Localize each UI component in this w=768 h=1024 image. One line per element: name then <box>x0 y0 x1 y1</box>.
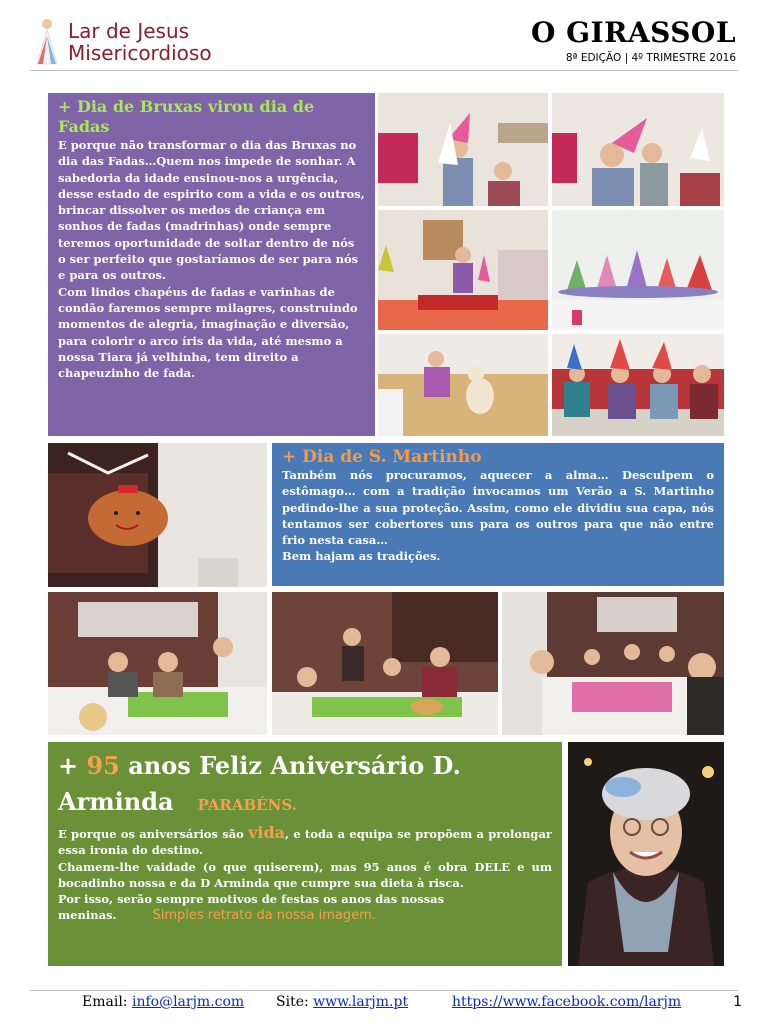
org-name <box>68 20 212 64</box>
photo-fairy-hats-3 <box>378 210 548 330</box>
header-divider <box>30 70 738 71</box>
aniversario-body-2: Chamem-lhe vaidade (o que quiserem), mas 95 anos é obra DELE e um bocadinho nossa e da D Arminda que cumpre sua dieta à risca. <box>58 859 552 890</box>
aniversario-body-1 <box>58 825 552 859</box>
photo-martinho-table-2 <box>272 592 498 735</box>
aniversario-title-plus: + <box>58 751 87 780</box>
footer <box>0 994 768 1014</box>
photo-d-arminda-portrait <box>568 742 724 966</box>
bruxas-body-2: Com lindos chapéus de fadas e varinhas de condão faremos sempre milagres, construindo momentos de alegria, imaginação e diversão, para colorir o arco íris da vida, até mesmo a nossa Tiara já velhinha, tem direito a chapeuzinho de fada. <box>58 284 358 381</box>
photo-residents-hats <box>552 334 724 436</box>
page-number: 1 <box>733 994 742 1010</box>
aniversario-title <box>58 748 552 823</box>
photo-hats-display <box>552 210 724 330</box>
martinho-title: + Dia de S. Martinho <box>282 447 482 467</box>
aniversario-article <box>48 742 562 966</box>
site-link[interactable]: www.larjm.pt <box>313 994 409 1010</box>
org-name-line1: Lar de Jesus <box>68 19 190 43</box>
footer-facebook <box>452 994 681 1010</box>
org-name-line2: Misericordioso <box>68 41 212 65</box>
bruxas-title: + Dia de Bruxas virou dia de Fadas <box>58 97 315 136</box>
photo-dog-party <box>378 334 548 436</box>
aniversario-title-text: anos Feliz Aniversário D. Arminda <box>58 751 461 816</box>
email-label: Email: <box>82 994 128 1010</box>
aniversario-body-1-pre: E porque os aniversários são <box>58 827 249 841</box>
martinho-article <box>272 443 724 586</box>
aniversario-body-3 <box>58 891 552 925</box>
bruxas-body-1: E porque não transformar o dia das Bruxas no dia das Fadas…Quem nos impede de sonhar. A sabedoria da idade ensinou-nos a urgência, desse estado de espirito com a vida e os outros, brincar dissolver os medos de criança em sonhos de fadas (madrinhas) onde sempre teremos oportunidade de soltar dentro de nós o ser perfeito que gostaríamos de ser para nós e para os outros. <box>58 138 365 283</box>
edition-label: 8ª EDIÇÃO | 4º TRIMESTRE 2016 <box>565 52 736 64</box>
aniversario-caption: Simples retrato da nossa imagem. <box>152 908 376 924</box>
photo-martinho-table-1 <box>48 592 267 735</box>
photo-fairy-hats-1 <box>378 93 548 206</box>
martinho-body-1: Também nós procuramos, aquecer a alma… Desculpem o estômago… com a tradição invocamos um Verão a S. Martinho pedindo-lhe a sua proteção. Assim, como ele dividiu sua capa, nós tentamos ser cobertores uns para os outros para que não entre frio nesta casa… <box>282 468 714 548</box>
photo-martinho-table-3 <box>502 592 724 735</box>
vida-word: vida <box>248 823 286 842</box>
parabens-label: PARABÉNS. <box>197 796 297 814</box>
newsletter-title: O GIRASSOL <box>530 16 736 49</box>
aniversario-body-1-post: , e toda a equipa se propõem a prolongar essa ironia do destino. <box>58 827 552 858</box>
aniversario-body-3-text: Por isso, serão sempre motivos de festas os anos das nossas meninas. <box>58 892 445 923</box>
logo-jesus-figure <box>32 16 62 68</box>
aniversario-age: 95 <box>86 751 120 780</box>
facebook-link[interactable]: https://www.facebook.com/larjm <box>452 994 682 1010</box>
martinho-body-2: Bem hajam as tradições. <box>282 549 441 564</box>
email-link[interactable]: info@larjm.com <box>131 994 245 1010</box>
site-label: Site: <box>276 994 309 1010</box>
footer-email <box>82 994 244 1010</box>
photo-chestnut-decoration <box>48 443 267 587</box>
footer-site <box>276 994 408 1010</box>
footer-divider <box>30 990 738 991</box>
photo-fairy-hats-2 <box>552 93 724 206</box>
bruxas-article <box>48 93 375 436</box>
